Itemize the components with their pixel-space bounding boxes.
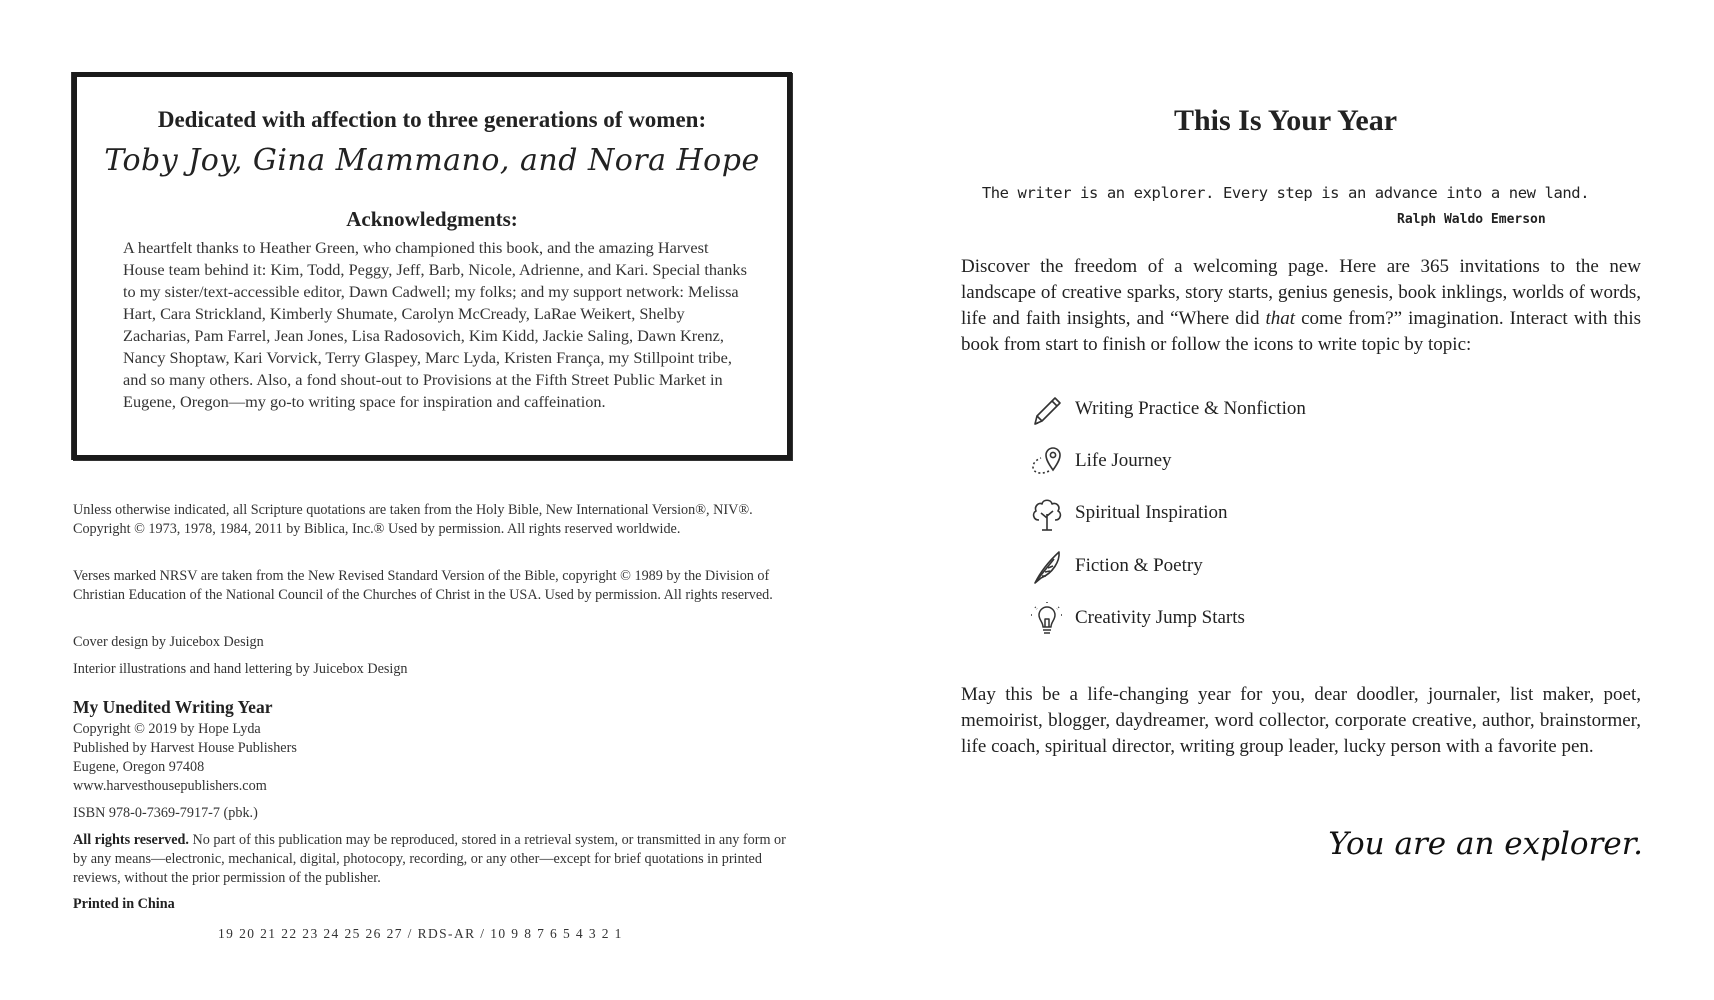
topic-fiction-poetry (1027, 547, 1427, 587)
acknowledgments-heading: Acknowledgments: (346, 207, 518, 231)
intro-text-start: Discover the freedom of a welcoming page. Here are 365 invitations to the new landscape of creative sparks, story starts, genius genesis, book inklings, worlds of words, life and faith insights, and “Where did (961, 256, 1641, 329)
publication-info (73, 720, 297, 796)
topic-spiritual-inspiration (1027, 494, 1427, 534)
signoff-lettering: You are an explorer. (1328, 826, 1643, 862)
dedication-heading: Dedicated with affection to three generations of women: (157, 107, 707, 132)
book-title: My Unedited Writing Year (73, 697, 273, 717)
isbn: ISBN 978-0-7369-7917-7 (pbk.) (73, 805, 258, 821)
topic-life-journey (1027, 442, 1427, 482)
topic-label: Spiritual Inspiration (1075, 502, 1228, 523)
interior-credit: Interior illustrations and hand lettering by Juicebox Design (73, 661, 408, 677)
topic-writing-practice (1027, 390, 1427, 430)
intro-text-end: come from?” imagination. Interact with this book from start to finish or follow the icons to write topic by topic: (961, 308, 1641, 355)
nrsv-note: Verses marked NRSV are taken from the New Revised Standard Version of the Bible, copyright © 1989 by the Division of Christian Education of the National Council of the Churches of Christ in the USA. Used by permission. All rights reserved. (73, 568, 773, 603)
tree-icon (1027, 494, 1067, 534)
printing-line: 19 20 21 22 23 24 25 26 27 / RDS-AR / 10 9 8 7 6 5 4 3 2 1 (218, 926, 623, 941)
website-line: www.harvesthousepublishers.com (73, 778, 267, 794)
topic-creativity-jump-starts (1027, 599, 1427, 639)
intro-paragraph (961, 254, 1641, 358)
topic-label: Creativity Jump Starts (1075, 607, 1245, 628)
location-pin-icon (1027, 442, 1067, 482)
copyright-line: Copyright © 2019 by Hope Lyda (73, 721, 261, 737)
epigraph-quote: The writer is an explorer. Every step is an advance into a new land. (981, 184, 1590, 202)
rights-bold: All rights reserved. (73, 832, 189, 848)
topic-label: Life Journey (1075, 450, 1172, 471)
topic-label: Fiction & Poetry (1075, 555, 1203, 576)
publisher-line: Published by Harvest House Publishers (73, 740, 297, 756)
scripture-note: Unless otherwise indicated, all Scripture quotations are taken from the Holy Bible, New International Version®, NIV®. Copyright © 1973, 1978, 1984, 2011 by Biblica, Inc.® Used by permission. All rights reserved worldwide. (73, 502, 753, 537)
city-line: Eugene, Oregon 97408 (73, 759, 205, 775)
epigraph-author: Ralph Waldo Emerson (1397, 212, 1546, 227)
dedication-box (72, 72, 792, 460)
pencil-icon (1027, 390, 1067, 430)
closing-paragraph: May this be a life-changing year for you, dear doodler, journaler, list maker, poet, memoirist, blogger, daydreamer, word collector, corporate creative, author, brainstormer, life coach, spiritual director, writing group leader, lucky person with a favorite pen. (961, 684, 1641, 757)
quill-icon (1027, 547, 1067, 587)
page-title: This Is Your Year (1173, 104, 1398, 137)
printed-in: Printed in China (73, 896, 175, 912)
rights-notice (73, 831, 793, 888)
dedication-names: Toby Joy, Gina Mammano, and Nora Hope (104, 143, 760, 178)
cover-credit: Cover design by Juicebox Design (73, 634, 264, 650)
intro-emphasis: that (1265, 308, 1296, 329)
right-page (857, 0, 1714, 1000)
topic-label: Writing Practice & Nonfiction (1075, 398, 1306, 419)
lightbulb-icon (1027, 599, 1067, 639)
acknowledgments-body: A heartfelt thanks to Heather Green, who championed this book, and the amazing Harvest House team behind it: Kim, Todd, Peggy, Jeff, Barb, Nicole, Adrienne, and Kari. Special thanks to my sister/text-accessible editor, Dawn Cadwell; my folks; and my support network: Melissa Hart, Cara Strickland, Kimberly Shumate, Carolyn McCready, LaRae Weikert, Shelby Zacharias, Pam Farrel, Jean Jones, Lisa Radosovich, Kim Kidd, Jackie Saling, Dawn Krenz, Nancy Shoptaw, Kari Vorvick, Terry Glaspey, Marc Lyda, Kristen França, my Stillpoint tribe, and so many others. Also, a fond shout-out to Provisions at the Fifth Street Public Market in Eugene, Oregon—my go-to writing space for inspiration and caffeination. (123, 238, 747, 411)
rights-body: No part of this publication may be reproduced, stored in a retrieval system, or transmitted in any form or by any means—electronic, mechanical, digital, photocopy, recording, or any other—except for brief quotations in printed reviews, without the prior permission of the publisher. (73, 832, 786, 886)
